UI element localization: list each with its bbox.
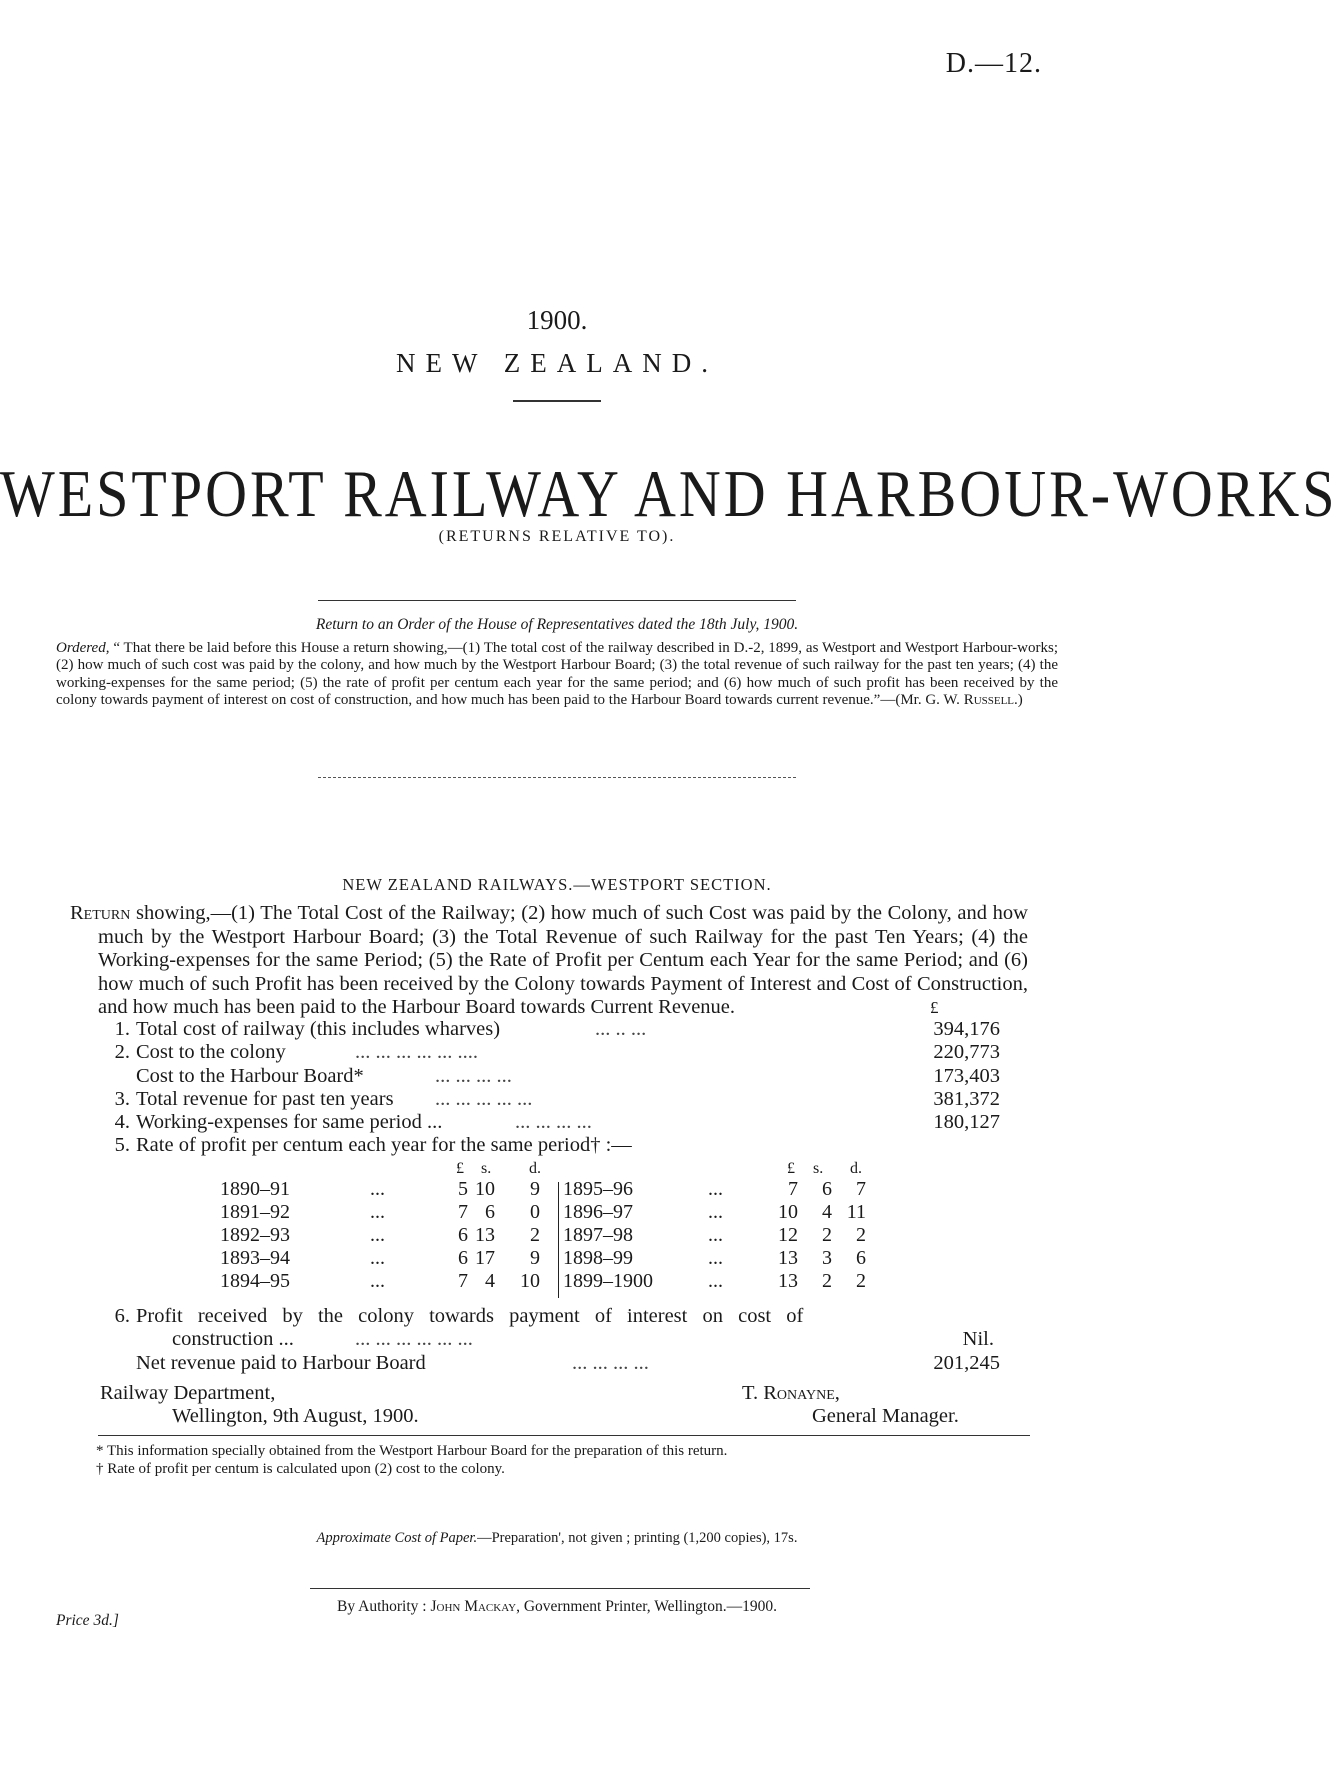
- list-item: [100, 1305, 1000, 1328]
- printer-authority: [0, 1598, 1114, 1616]
- leader-dots: ... ... ... ... ... ...: [355, 1328, 473, 1351]
- document-subtitle: (RETURNS RELATIVE TO).: [438, 528, 676, 545]
- rate-pence: 0: [530, 1201, 540, 1223]
- column-divider: [558, 1182, 559, 1298]
- return-body: showing,—(1) The Total Cost of the Railway; (2) how much of such Cost was paid by the Colony, and how much by the Westport Harbour Board; (3) the Total Revenue of such Railway for the past Ten Years; (4) the Working-expenses for the same Period; (5) the Rate of Profit per Centum each Year for the same Period; and (6) how much of such Profit has been received by the Colony towards Payment of Interest and Cost of Construction, and how much has been paid to the Harbour Board towards Current Revenue.: [98, 902, 1028, 1018]
- leader-dots: ... ... ... ... ...: [435, 1087, 533, 1110]
- item-label: Total revenue for past ten years: [136, 1087, 394, 1110]
- rate-pounds: 7: [458, 1270, 468, 1292]
- leader-dots: ...: [708, 1270, 723, 1292]
- printer-name: John Mackay: [430, 1598, 517, 1615]
- item-label: Cost to the Harbour Board*: [136, 1064, 364, 1087]
- rate-shillings: 6: [822, 1178, 832, 1200]
- rate-pence: 2: [530, 1224, 540, 1246]
- item-label: Net revenue paid to Harbour Board: [136, 1351, 426, 1374]
- leader-dots: ...: [370, 1270, 385, 1292]
- return-lead: Return: [70, 902, 131, 924]
- footnote-2: † Rate of profit per centum is calculated upon (2) cost to the colony.: [96, 1461, 505, 1477]
- order-close: .): [1014, 692, 1023, 709]
- rate-pounds: 10: [778, 1201, 798, 1223]
- item-number: 3.: [114, 1087, 130, 1110]
- rate-year: 1895–96: [563, 1178, 633, 1200]
- rate-pounds: 13: [778, 1270, 798, 1292]
- order-body: “ That there be laid before this House a return showing,—(1) The total cost of the railway described in D.-2, 1899, as Westport and Westport Harbour-works; (2) how much of such cost was paid by the colony, and how much by the Westport Harbour Board; (3) the total revenue of such railway for the past ten years; (4) the working-expenses for the same period; (5) the rate of profit per centum each year for the same period; and (6) how much of such profit has been received by the colony towards payment of interest on cost of construction, and how much has been paid to the Harbour Board towards current revenue.”—(Mr. G. W.: [56, 640, 1058, 709]
- list-item: [100, 1041, 1000, 1064]
- rate-year: 1894–95: [220, 1270, 290, 1292]
- rate-shillings: 10: [475, 1178, 495, 1200]
- document-year: 1900.: [526, 305, 588, 335]
- paper-cost-label: Approximate Cost of Paper.: [316, 1530, 478, 1546]
- rate-year: 1897–98: [563, 1224, 633, 1246]
- list-item: [100, 1328, 1000, 1351]
- order-paragraph: [56, 640, 1058, 710]
- item-label: Total cost of railway (this includes wharves): [136, 1018, 501, 1040]
- unit-pounds: £: [456, 1160, 464, 1177]
- rate-pence: 7: [856, 1178, 866, 1200]
- rate-pence: 10: [520, 1270, 540, 1292]
- rate-pounds: 7: [458, 1201, 468, 1223]
- signature-name: T. Ronayne,: [742, 1382, 840, 1404]
- order-heading: Return to an Order of the House of Representatives dated the 18th July, 1900.: [315, 616, 799, 633]
- rate-shillings: 13: [475, 1224, 495, 1246]
- item-number: 1.: [114, 1018, 130, 1040]
- price: Price 3d.]: [56, 1612, 119, 1629]
- rate-year: 1899–1900: [563, 1270, 653, 1292]
- list-item: [100, 1018, 1000, 1041]
- leader-dots: ... ... ... ...: [515, 1111, 592, 1134]
- country-heading: NEW ZEALAND.: [396, 348, 718, 378]
- leader-dots: ...: [370, 1201, 385, 1223]
- leader-dots: ... .. ...: [595, 1018, 647, 1040]
- leader-dots: ...: [708, 1178, 723, 1200]
- item-value: 201,245: [933, 1351, 1000, 1374]
- rate-pence: 11: [846, 1201, 866, 1223]
- item-label: Profit received by the colony towards payment of interest on cost of: [136, 1305, 804, 1327]
- list-item: [100, 1065, 1000, 1088]
- item-number: 4.: [114, 1111, 130, 1134]
- rate-pounds: 13: [778, 1247, 798, 1269]
- rate-pence: 9: [530, 1247, 540, 1269]
- rate-rows: [220, 1178, 880, 1293]
- leader-dots: ...: [370, 1224, 385, 1246]
- leader-dots: ... ... ... ...: [435, 1064, 512, 1087]
- rate-row: [220, 1178, 880, 1201]
- rate-row: [220, 1247, 880, 1270]
- leader-dots: ...: [370, 1178, 385, 1200]
- rate-pounds: 7: [788, 1178, 798, 1200]
- items-list: [100, 1018, 1000, 1158]
- signature-place-date: Wellington, 9th August, 1900.: [172, 1405, 419, 1427]
- rate-shillings: 4: [822, 1201, 832, 1223]
- leader-dots: ...: [708, 1201, 723, 1223]
- rate-row: [220, 1201, 880, 1224]
- leader-dots: ...: [708, 1224, 723, 1246]
- item-value: 180,127: [933, 1111, 1000, 1134]
- signature-title: General Manager.: [812, 1405, 959, 1427]
- unit-shillings: s.: [813, 1160, 824, 1177]
- item-label: Working-expenses for same period ...: [136, 1111, 443, 1134]
- rate-pence: 9: [530, 1178, 540, 1200]
- document-title: WESTPORT RAILWAY AND HARBOUR-WORKS: [0, 456, 1338, 531]
- item-label: Cost to the colony: [136, 1041, 286, 1064]
- item-label: Rate of profit per centum each year for the same period† :—: [136, 1134, 632, 1157]
- list-item: [100, 1134, 1000, 1157]
- item-value: 394,176: [933, 1018, 1000, 1040]
- rate-pounds: 6: [458, 1224, 468, 1246]
- unit-shillings: s.: [481, 1160, 492, 1177]
- item-value: 220,773: [933, 1041, 1000, 1064]
- leader-dots: ... ... ... ... ... ....: [355, 1041, 478, 1064]
- rate-pence: 6: [856, 1247, 866, 1269]
- member-name: Russell: [963, 692, 1015, 709]
- rate-row: [220, 1224, 880, 1247]
- authority-prefix: By Authority :: [337, 1598, 431, 1615]
- page-reference: D.—12.: [945, 48, 1042, 79]
- leader-dots: ... ... ... ...: [572, 1351, 649, 1374]
- rate-pence: 2: [856, 1270, 866, 1292]
- unit-pence: d.: [850, 1160, 862, 1177]
- rate-pence: 2: [856, 1224, 866, 1246]
- divider: [318, 777, 796, 778]
- rate-year: 1898–99: [563, 1247, 633, 1269]
- signature-department: Railway Department,: [100, 1382, 276, 1404]
- pound-column-header: £: [930, 998, 939, 1017]
- divider: [310, 1588, 810, 1589]
- divider: [318, 600, 796, 601]
- footnote-1: * This information specially obtained from the Westport Harbour Board for the preparation of this return.: [96, 1443, 728, 1459]
- divider: [98, 1435, 1030, 1436]
- authority-suffix: , Government Printer, Wellington.—1900.: [516, 1598, 777, 1615]
- leader-dots: ...: [708, 1247, 723, 1269]
- item-number: 2.: [114, 1041, 130, 1064]
- rate-table: [220, 1160, 880, 1293]
- section-heading: NEW ZEALAND RAILWAYS.—WESTPORT SECTION.: [342, 875, 772, 894]
- rate-shillings: 4: [485, 1270, 495, 1292]
- profit-block: [100, 1305, 1000, 1375]
- list-item: [100, 1352, 1000, 1375]
- rate-shillings: 17: [475, 1247, 495, 1269]
- unit-pence: d.: [529, 1160, 541, 1177]
- paper-cost: [0, 1530, 1114, 1547]
- item-value: 381,372: [933, 1087, 1000, 1110]
- item-number: 5.: [114, 1134, 130, 1157]
- rate-year: 1891–92: [220, 1201, 290, 1223]
- rate-shillings: 2: [822, 1270, 832, 1292]
- rate-shillings: 3: [822, 1247, 832, 1269]
- unit-pounds: £: [787, 1160, 795, 1177]
- item-number: 6.: [114, 1305, 130, 1327]
- rate-year: 1892–93: [220, 1224, 290, 1246]
- paper-cost-text: —Preparation', not given ; printing (1,200 copies), 17s.: [477, 1530, 798, 1546]
- rate-row: [220, 1270, 880, 1293]
- ordered-word: Ordered,: [56, 640, 110, 656]
- rate-shillings: 6: [485, 1201, 495, 1223]
- list-item: [100, 1111, 1000, 1134]
- item-value: Nil.: [962, 1328, 994, 1351]
- rate-year: 1896–97: [563, 1201, 633, 1223]
- divider: [513, 400, 601, 402]
- list-item: [100, 1088, 1000, 1111]
- rate-year: 1890–91: [220, 1178, 290, 1200]
- item-value: 173,403: [933, 1064, 1000, 1087]
- rate-table-header: [220, 1160, 880, 1178]
- rate-shillings: 2: [822, 1224, 832, 1246]
- rate-pounds: 6: [458, 1247, 468, 1269]
- leader-dots: ...: [370, 1247, 385, 1269]
- rate-pounds: 5: [458, 1178, 468, 1200]
- rate-pounds: 12: [778, 1224, 798, 1246]
- rate-year: 1893–94: [220, 1247, 290, 1269]
- item-label: construction ...: [172, 1328, 294, 1351]
- return-paragraph: [70, 902, 1028, 1020]
